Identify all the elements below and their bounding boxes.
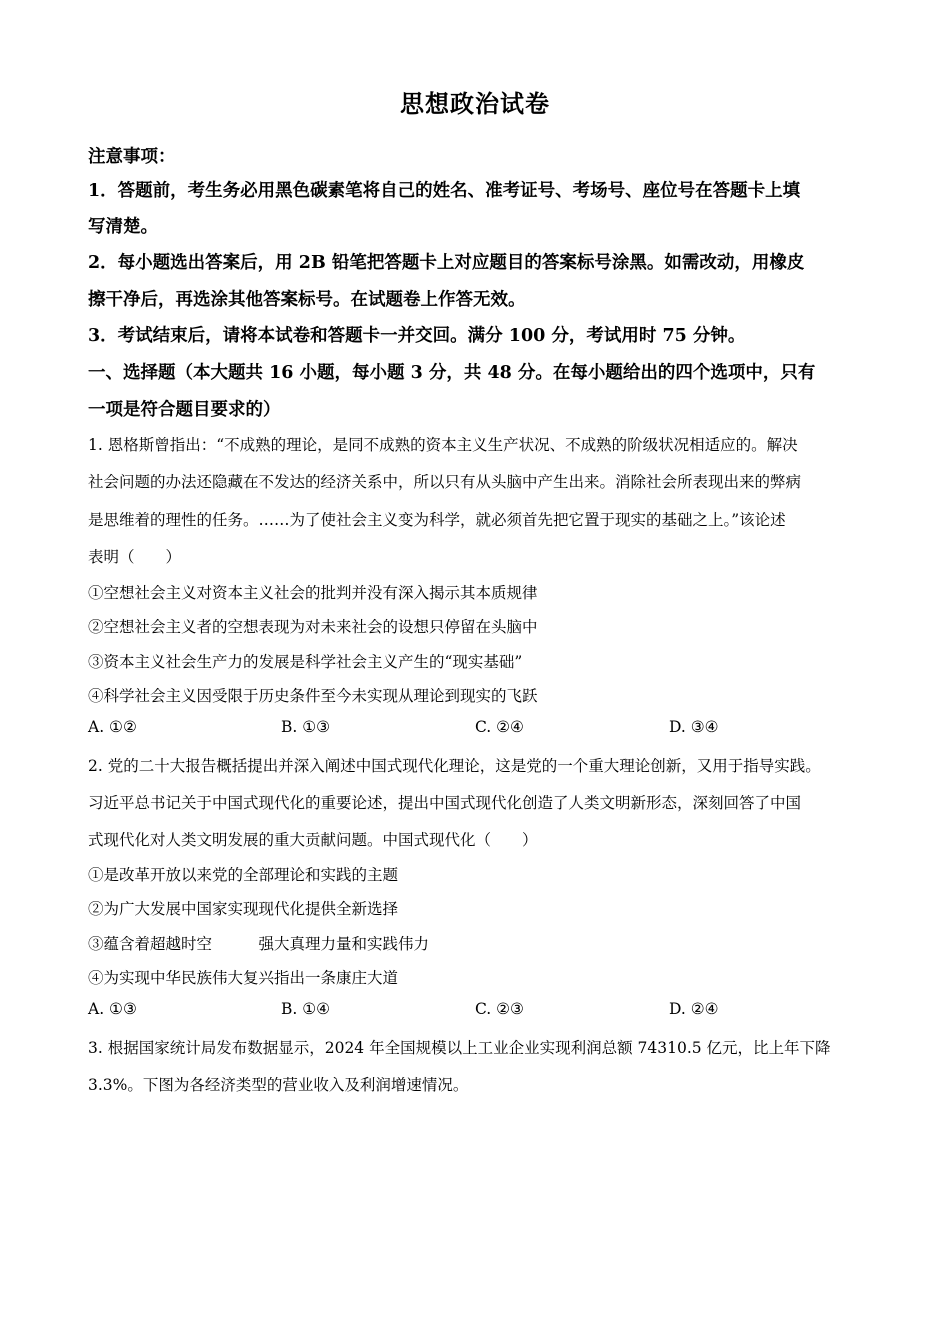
question-2-statement: ③蕴含着超越时空 强大真理力量和实践伟力 (88, 935, 430, 953)
question-3-stem: 3.3%。下图为各经济类型的营业收入及利润增速情况。 (88, 1076, 469, 1094)
question-1-statement: ①空想社会主义对资本主义社会的批判并没有深入揭示其本质规律 (88, 584, 538, 602)
question-2-stem: 习近平总书记关于中国式现代化的重要论述，提出中国式现代化创造了人类文明新形态，深刻回答了中国 (88, 794, 802, 812)
question-1-statement: ③资本主义社会生产力的发展是科学社会主义产生的“现实基础” (88, 653, 523, 671)
question-1-stem: 1. 恩格斯曾指出：“不成熟的理论，是同不成熟的资本主义生产状况、不成熟的阶级状况相适应的。解决 (88, 436, 798, 454)
question-1-statement: ④科学社会主义因受限于历史条件至今未实现从理论到现实的飞跃 (88, 687, 538, 705)
question-2-stem: 式现代化对人类文明发展的重大贡献问题。中国式现代化（ ） (88, 831, 538, 849)
question-1-stem: 是思维着的理性的任务。……为了使社会主义变为科学，就必须首先把它置于现实的基础之上。”该论述 (88, 511, 786, 529)
question-1-stem: 社会问题的办法还隐藏在不发达的经济关系中，所以只有从头脑中产生出来。消除社会所表现出来的弊病 (88, 473, 802, 491)
question-3-stem: 3. 根据国家统计局发布数据显示，2024 年全国规模以上工业企业实现利润总额 74310.5 亿元，比上年下降 (88, 1039, 831, 1057)
question-1-option-c[interactable]: C. ②④ (475, 718, 524, 736)
question-2-option-b[interactable]: B. ①④ (281, 1000, 331, 1018)
notice-heading: 注意事项： (88, 147, 176, 167)
notice-item: 3．考试结束后，请将本试卷和答题卡一并交回。满分 100 分，考试用时 75 分钟。 (88, 326, 746, 346)
question-2-statement: ②为广大发展中国家实现现代化提供全新选择 (88, 900, 399, 918)
notice-item: 写清楚。 (88, 217, 158, 237)
question-1-statement: ②空想社会主义者的空想表现为对未来社会的设想只停留在头脑中 (88, 618, 538, 636)
question-2-option-a[interactable]: A. ①③ (88, 1000, 137, 1018)
question-1-option-a[interactable]: A. ①② (88, 718, 137, 736)
question-1-option-d[interactable]: D. ③④ (669, 718, 719, 736)
question-1-stem: 表明（ ） (88, 548, 182, 566)
question-2-option-d[interactable]: D. ②④ (669, 1000, 719, 1018)
question-2-option-c[interactable]: C. ②③ (475, 1000, 524, 1018)
notice-item: 1．答题前，考生务必用黑色碳素笔将自己的姓名、准考证号、考场号、座位号在答题卡上填 (88, 181, 801, 201)
section-heading: 一、选择题（本大题共 16 小题，每小题 3 分，共 48 分。在每小题给出的四个选项中，只有 (88, 363, 816, 383)
question-2-statement: ①是改革开放以来党的全部理论和实践的主题 (88, 866, 399, 884)
question-2-statement: ④为实现中华民族伟大复兴指出一条康庄大道 (88, 969, 399, 987)
section-heading-cont: 一项是符合题目要求的） (88, 400, 281, 420)
notice-item: 2．每小题选出答案后，用 2B 铅笔把答题卡上对应题目的答案标号涂黑。如需改动，用橡皮 (88, 253, 805, 273)
question-1-option-b[interactable]: B. ①③ (281, 718, 331, 736)
question-2-stem: 2. 党的二十大报告概括提出并深入阐述中国式现代化理论，这是党的一个重大理论创新，又用于指导实践。 (88, 757, 821, 775)
exam-title: 思想政治试卷 (400, 89, 550, 118)
notice-item: 擦干净后，再选涂其他答案标号。在试题卷上作答无效。 (88, 290, 526, 310)
